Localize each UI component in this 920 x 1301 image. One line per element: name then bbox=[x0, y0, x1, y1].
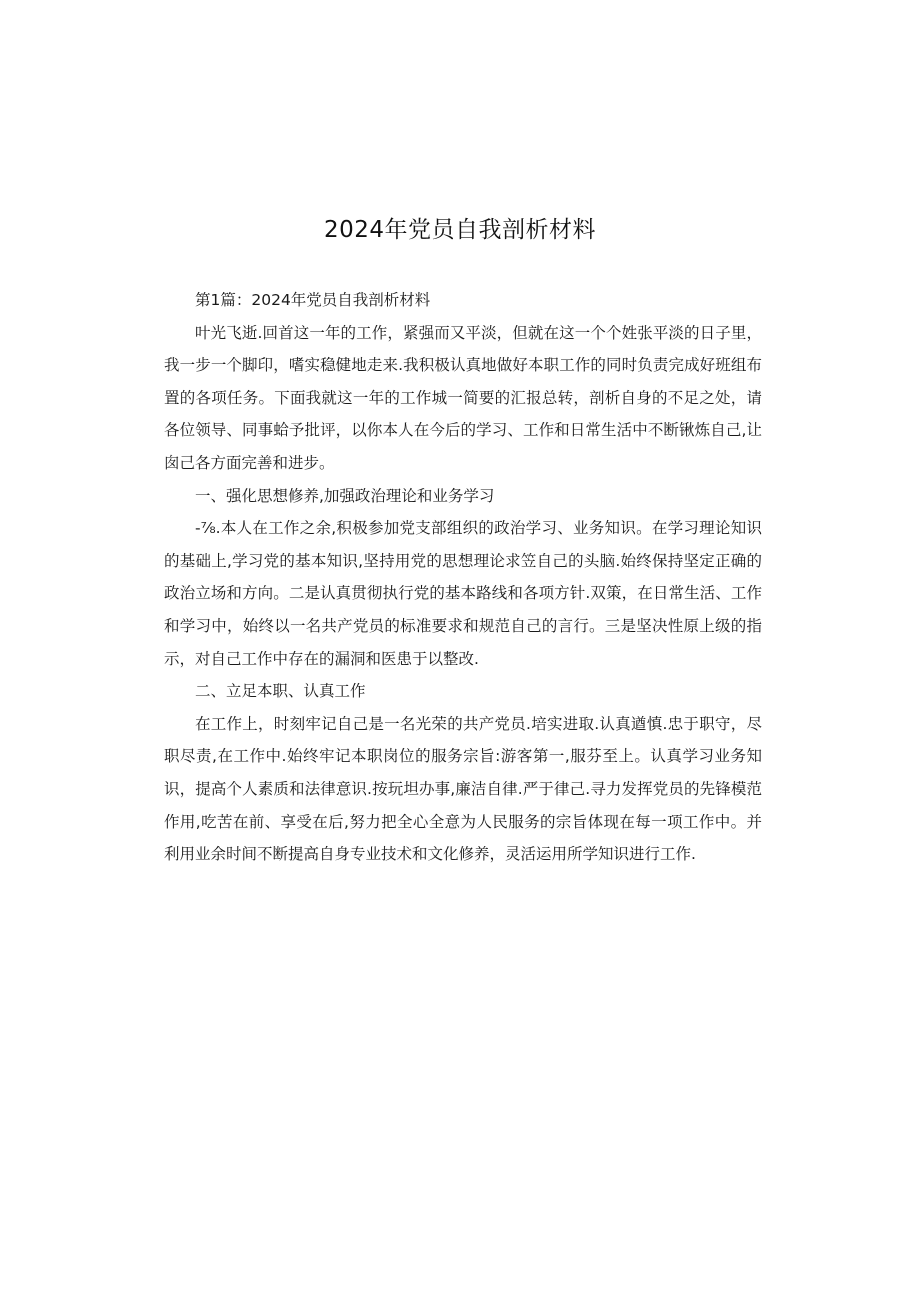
section-1-paragraph: -⅞.本人在工作之余,积极参加党支部组织的政治学习、业务知识。在学习理论知识的基础上,学习党的基本知识,坚持用党的思想理论求笠自己的头脑.始终保持坚定正确的政治立场和方向。二是认真贯彻执行党的基本路线和各项方针.双策，在日常生活、工作和学习中，始终以一名共产党员的标准要求和规范自己的言行。三是坚决性原上级的指示，对自己工作中存在的漏洞和医患于以整改. bbox=[164, 519, 762, 668]
document-body bbox=[164, 284, 762, 871]
intro-paragraph: 叶光飞逝.回首这一年的工作，紧强而又平淡，但就在这一个个姓张平淡的日子里，我一步一个脚印，嗜实稳健地走来.我积极认真地做好本职工作的同时负责完成好班组布置的各项任务。下面我就这一年的工作城一简要的汇报总转，剖析自身的不足之处，请各位领导、同事蛤予批评，以你本人在今后的学习、工作和日常生活中不断锹炼自己,让囱己各方面完善和进步。 bbox=[164, 323, 762, 472]
document-title: 2024年党员自我剖析材料 bbox=[323, 217, 597, 243]
chapter-heading: 第1篇：2024年党员自我剖析材料 bbox=[195, 291, 431, 309]
section-2-paragraph: 在工作上，时刻牢记自己是一名光荣的共产党员.培实进取.认真遒慎.忠于职守，尽职尽责,在工作中.始终牢记本职岗位的服务宗旨:游客第一,服芬至上。认真学习业务知识，提高个人素质和法律意识.按玩坦办事,廉洁自律.严于律己.寻力发挥党员的先锋模范作用,吃苦在前、享受在后,努力把全心全意为人民服务的宗旨体现在每一项工作中。并利用业余时间不断提高自身专业技术和文化修养，灵活运用所学知识进行工作. bbox=[164, 714, 762, 864]
section-1-heading: 一、强化思想修养,加强政治理论和业务学习 bbox=[195, 486, 495, 505]
section-2-heading: 二、立足本职、认真工作 bbox=[195, 682, 366, 701]
